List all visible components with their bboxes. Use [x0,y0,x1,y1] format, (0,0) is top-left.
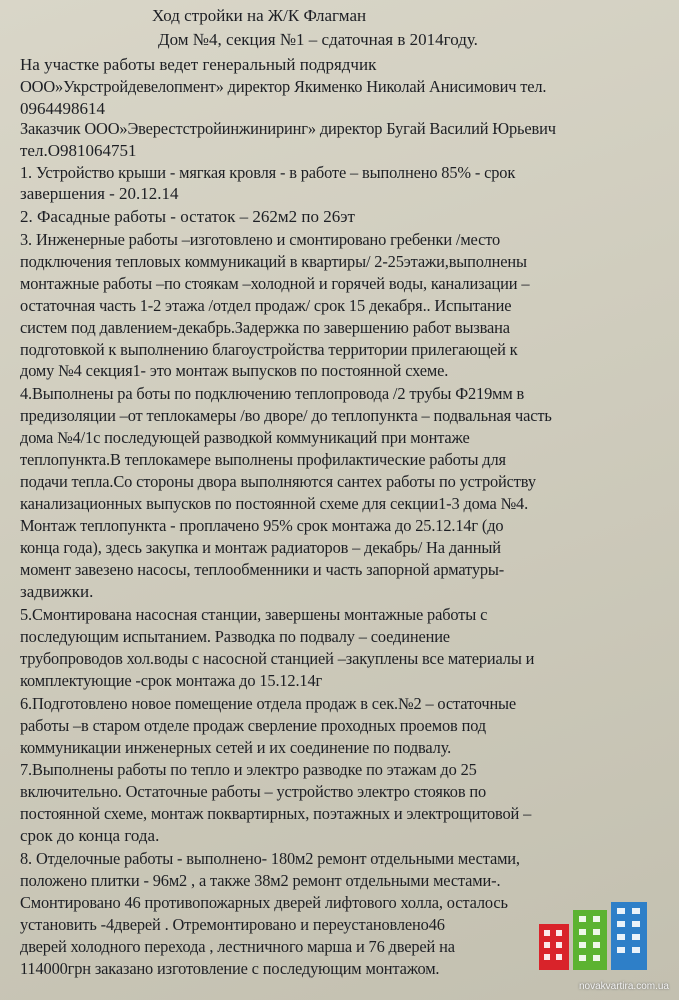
list-item-3-cont: монтажные работы –по стоякам –холодной и горячей воды, канализации – [20,274,530,293]
section-4-cont: канализационных выпусков по постоянной схеме для секции1-3 дома №4. [20,494,529,513]
section-6: 6.Подготовлено новое помещение отдела продаж в сек.№2 – остаточные [20,694,517,713]
list-item-3: 3. Инженерные работы –изготовлено и смонтировано гребенки /место [20,230,501,249]
list-item-1: 1. Устройство крыши - мягкая кровля - в работе – выполнено 85% - срок [20,163,516,182]
section-5-cont: трубопроводов хол.воды с насосной станцией –закуплены все материалы и [20,649,535,668]
list-item-3-cont: дому №4 секция1- это монтаж выпусков по постоянной схеме. [20,361,449,380]
list-item-3-cont: подготовкой к выполнению благоустройства территории прилегающей к [20,340,518,359]
section-5: 5.Смонтирована насосная станции, завершены монтажные работы с [20,605,488,624]
section-5-cont: комплектующие -срок монтажа до 15.12.14г [20,671,323,690]
list-item-2: 2. Фасадные работы - остаток – 262м2 по 26эт [20,207,355,226]
doc-subtitle: Дом №4, секция №1 – сдаточная в 2014году. [158,30,478,49]
doc-line: ООО»Укрстройдевелопмент» директор Якименко Николай Анисимович тел. [20,77,547,96]
section-7-cont: включительно. Остаточные работы – устройство электро стояков по [20,782,487,801]
section-7: 7.Выполнены работы по тепло и электро разводке по этажам до 25 [20,760,477,779]
section-4-cont: подачи тепла.Со стороны двора выполняются сантех работы по устройству [20,472,536,491]
doc-line: Заказчик ООО»Эверестстройинжиниринг» директор Бугай Василий Юрьевич [20,119,556,138]
doc-line: 0964498614 [20,99,105,118]
watermark: novakvartira.com.ua [578,981,669,992]
doc-line: На участке работы ведет генеральный подрядчик [20,55,377,74]
section-8-cont: установить -4дверей . Отремонтировано и переустановлено46 [20,915,445,934]
section-4: 4.Выполнены ра боты по подключению теплопровода /2 трубы Ф219мм в [20,384,525,403]
doc-title: Ход стройки на Ж/К Флагман [152,6,367,25]
section-8: 8. Отделочные работы - выполнено- 180м2 ремонт отдельными местами, [20,849,520,868]
section-8-cont: 114000грн заказано изготовление с последующим монтажом. [20,959,440,978]
section-4-cont: дома №4/1с последующей разводкой коммуникаций при монтаже [20,428,470,447]
list-item-3-cont: подключения тепловых коммуникаций в квартиры/ 2-25этажи,выполнены [20,252,527,271]
buildings-logo-icon [533,902,653,972]
section-6-cont: работы –в старом отделе продаж сверление проходных проемов под [20,716,486,735]
section-4-cont: теплопункта.В теплокамере выполнены профилактические работы для [20,450,506,469]
section-8-cont: дверей холодного перехода , лестничного марша и 76 дверей на [20,937,455,956]
section-7-cont: срок до конца года. [20,826,160,845]
section-8-cont: положено плитки - 96м2 , а также 38м2 ремонт отдельными местами-. [20,871,501,890]
section-4-cont: предизоляции –от теплокамеры /во дворе/ до теплопункта – подвальная часть [20,406,552,425]
section-4-cont: момент завезено насосы, теплообменники и часть запорной арматуры- [20,560,505,579]
list-item-3-cont: остаточная часть 1-2 этажа /отдел продаж/ срок 15 декабря.. Испытание [20,296,512,315]
section-7-cont: постоянной схеме, монтаж поквартирных, поэтажных и электрощитовой – [20,804,532,823]
section-4-cont: Монтаж теплопункта - проплачено 95% срок монтажа до 25.12.14г (до [20,516,504,535]
section-8-cont: Смонтировано 46 противопожарных дверей лифтового холла, осталось [20,893,508,912]
section-6-cont: коммуникации инженерных сетей и их соединение по подвалу. [20,738,452,757]
list-item-3-cont: систем под давлением-декабрь.Задержка по завершению работ вызвана [20,318,510,337]
list-item-1-cont: завершения - 20.12.14 [20,184,179,203]
section-4-cont: задвижки. [20,582,94,601]
section-4-cont: конца года), здесь закупка и монтаж радиаторов – декабрь/ На данный [20,538,501,557]
section-5-cont: последующим испытанием. Разводка по подвалу – соединение [20,627,450,646]
doc-line: тел.О981064751 [20,141,137,160]
